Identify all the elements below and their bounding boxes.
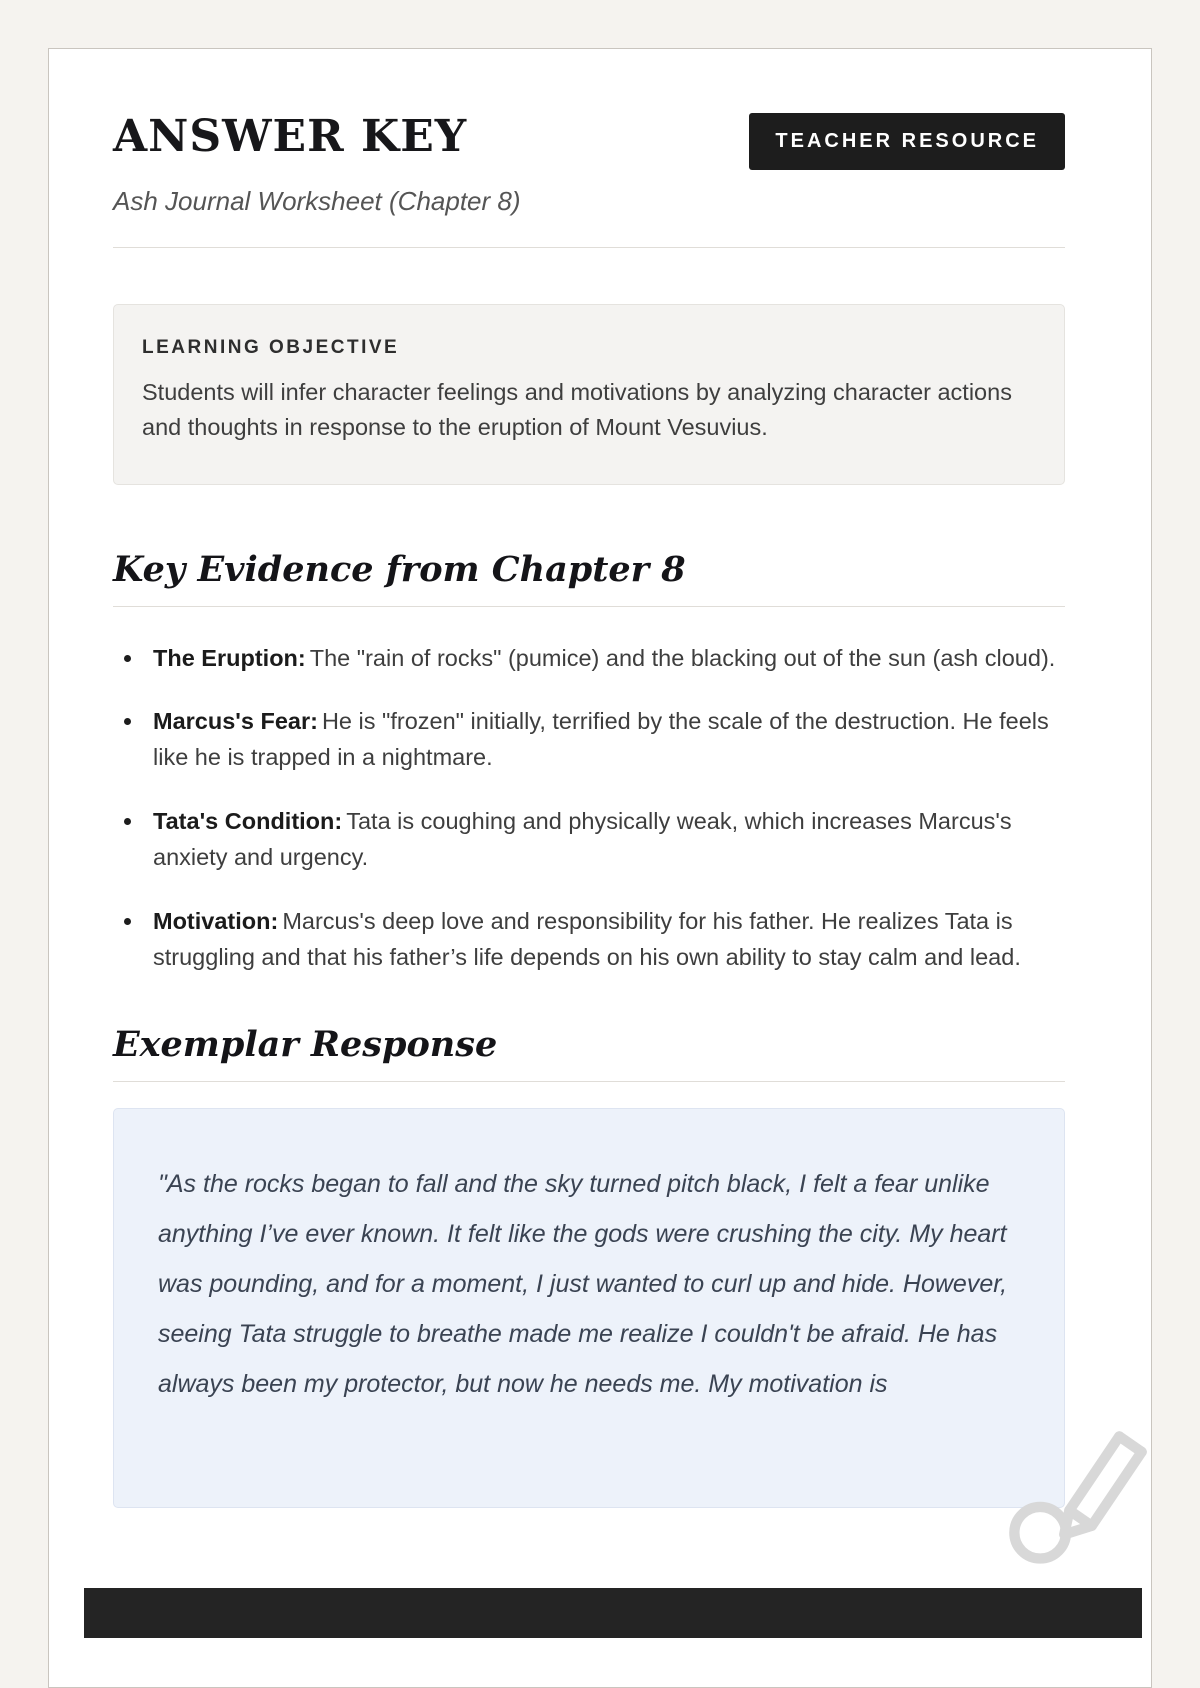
evidence-lead: Marcus's Fear: (153, 708, 318, 735)
page-title: ANSWER KEY (113, 111, 468, 162)
evidence-text: Marcus's deep love and responsibility for his father. He realizes Tata is struggling and that his father’s life depends on his own ability to stay calm and lead. (153, 908, 1021, 971)
learning-objective-label: LEARNING OBJECTIVE (142, 337, 400, 358)
learning-objective-box (113, 304, 1065, 485)
exemplar-quote-text: "As the rocks began to fall and the sky turned pitch black, I felt a fear unlike anything I’ve ever known. It felt like the gods were crushing the city. My heart was pounding, and for a moment, I just wanted to curl up and hide. However, seeing Tata struggle to breathe made me realize I couldn't be afraid. He has always been my protector, but now he needs me. My motivation is (158, 1170, 1008, 1399)
evidence-item-fear (145, 704, 1065, 776)
page-subtitle: Ash Journal Worksheet (Chapter 8) (113, 186, 521, 216)
evidence-list (113, 641, 1065, 977)
document-header (113, 113, 1065, 170)
exemplar-quote-box (113, 1108, 1065, 1508)
evidence-text: He is "frozen" initially, terrified by the scale of the destruction. He feels like he is trapped in a nightmare. (153, 708, 1049, 771)
learning-objective-text: Students will infer character feelings and motivations by analyzing character actions and thoughts in response to the eruption of Mount Vesuvius. (142, 379, 1012, 441)
evidence-lead: Motivation: (153, 908, 279, 935)
section-heading-exemplar: Exemplar Response (113, 1024, 1065, 1082)
document-card (48, 48, 1152, 1688)
evidence-text: Tata is coughing and physically weak, which increases Marcus's anxiety and urgency. (153, 808, 1012, 871)
evidence-lead: Tata's Condition: (153, 808, 343, 835)
teacher-resource-badge: TEACHER RESOURCE (749, 113, 1065, 170)
evidence-item-motivation (145, 904, 1065, 976)
evidence-item-condition (145, 804, 1065, 876)
title-divider (113, 247, 1065, 248)
footer-dark-bar (84, 1588, 1142, 1638)
section-heading-key-evidence: Key Evidence from Chapter 8 (113, 549, 1065, 607)
evidence-lead: The Eruption: (153, 644, 306, 671)
evidence-text: The "rain of rocks" (pumice) and the blacking out of the sun (ash cloud). (309, 644, 1056, 671)
evidence-item-eruption (145, 641, 1065, 677)
